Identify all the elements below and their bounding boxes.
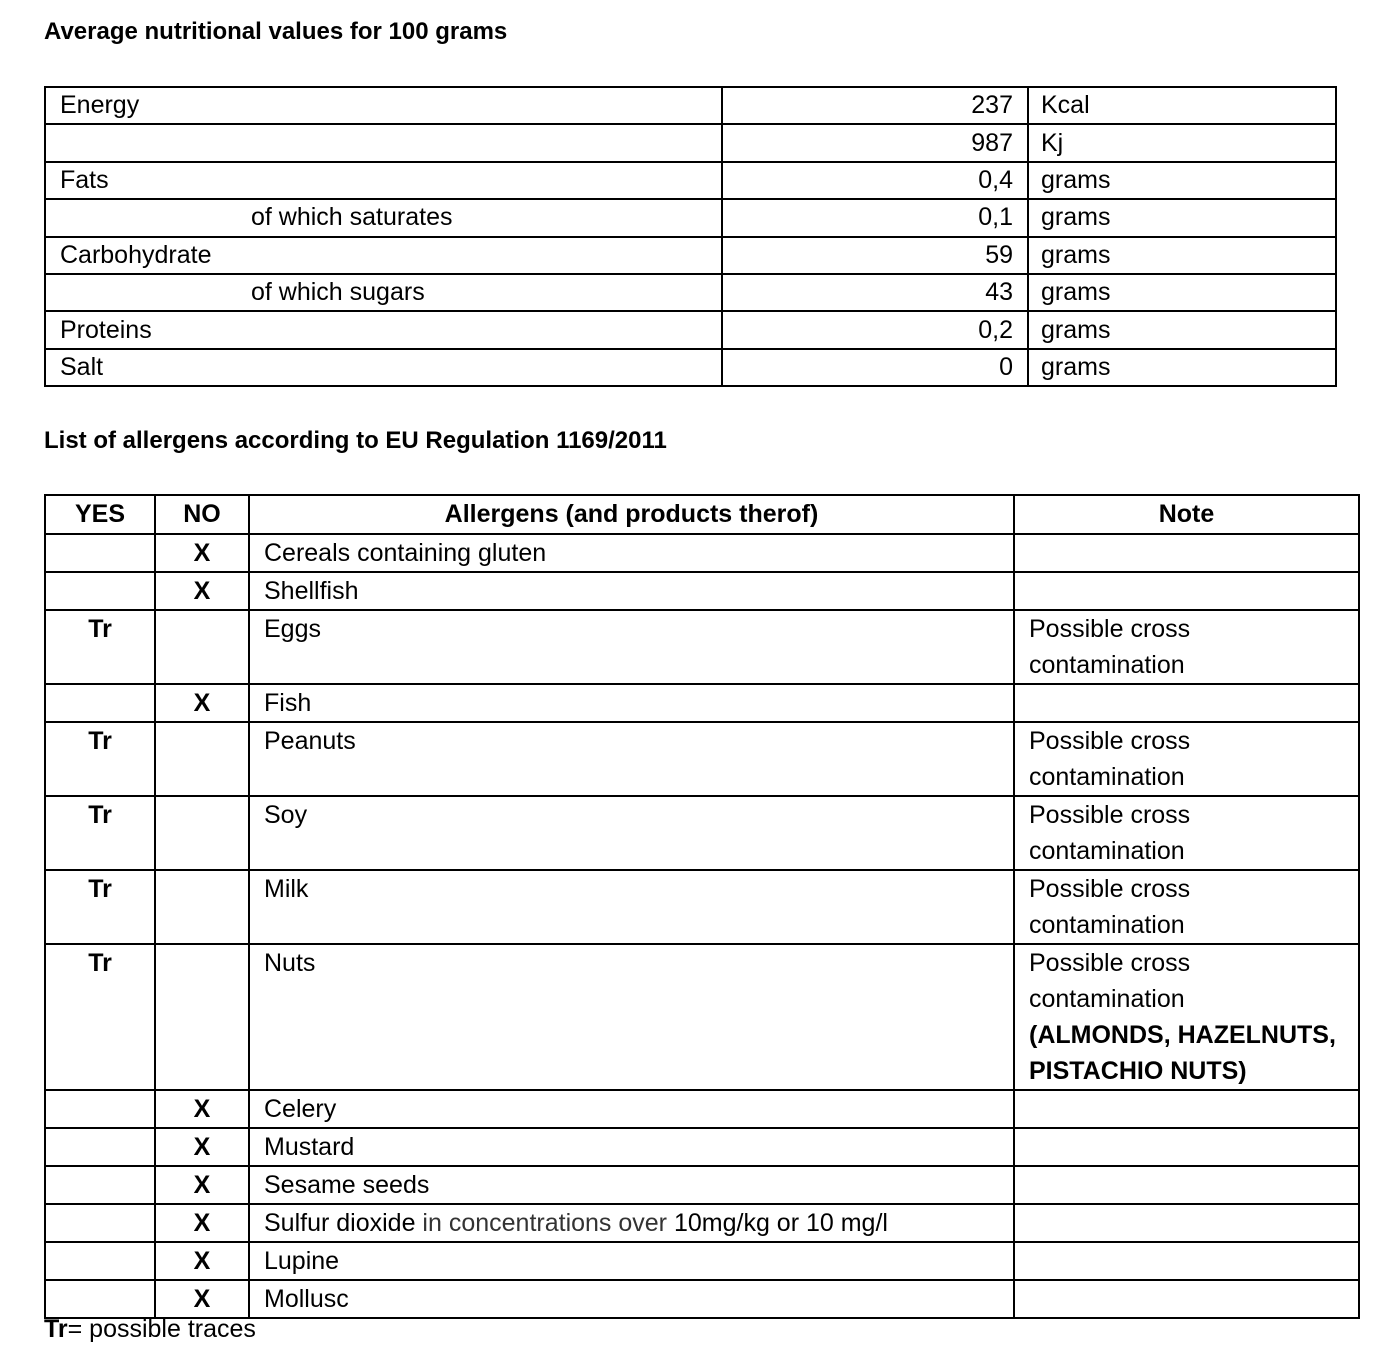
note-line: contamination <box>1029 763 1185 791</box>
nutrition-row <box>45 162 1336 199</box>
allergen-name-text: Cereals containing gluten <box>264 539 547 567</box>
allergen-note <box>1014 1166 1359 1204</box>
allergen-name-text: Mustard <box>264 1133 355 1161</box>
table-row <box>45 684 1359 722</box>
no-cell <box>155 870 249 944</box>
note-line: contamination <box>1029 837 1185 865</box>
allergen-name-text: Sulfur dioxide <box>264 1209 416 1237</box>
allergen-name <box>249 684 1014 722</box>
no-cell <box>155 722 249 796</box>
allergen-name <box>249 1090 1014 1128</box>
nutrient-value: 0,2 <box>722 311 1028 348</box>
allergen-note <box>1014 944 1359 1090</box>
nutrient-value: 987 <box>722 124 1028 161</box>
allergen-name-text: Lupine <box>264 1247 340 1275</box>
legend-term: Tr <box>44 1315 68 1343</box>
yes-cell: Tr <box>45 870 155 944</box>
allergen-name-text: Celery <box>264 1095 337 1123</box>
no-cell: X <box>155 1166 249 1204</box>
note-line: Possible cross <box>1029 801 1191 829</box>
note-line: contamination <box>1029 651 1185 679</box>
allergen-name <box>249 796 1014 870</box>
allergen-note <box>1014 1128 1359 1166</box>
no-cell: X <box>155 572 249 610</box>
note-line: Possible cross <box>1029 615 1191 643</box>
allergen-name-text: Milk <box>264 875 309 903</box>
yes-cell: Tr <box>45 944 155 1090</box>
yes-cell <box>45 684 155 722</box>
note-line: Possible cross <box>1029 727 1191 755</box>
yes-cell <box>45 1280 155 1318</box>
allergen-note <box>1014 1090 1359 1128</box>
nutrient-unit: grams <box>1028 199 1336 236</box>
allergen-name-text: Soy <box>264 801 308 829</box>
table-row <box>45 572 1359 610</box>
allergen-name <box>249 1204 1014 1242</box>
no-cell: X <box>155 1242 249 1280</box>
allergen-note <box>1014 684 1359 722</box>
no-cell <box>155 610 249 684</box>
table-row <box>45 610 1359 684</box>
allergens-header-row <box>45 495 1359 534</box>
nutrient-value: 43 <box>722 274 1028 311</box>
column-header-yes: YES <box>45 495 155 534</box>
nutrition-row <box>45 124 1336 161</box>
footer-legend <box>44 1314 256 1344</box>
yes-cell <box>45 1204 155 1242</box>
allergen-name <box>249 1166 1014 1204</box>
nutrient-value: 0 <box>722 349 1028 386</box>
nutrient-unit: grams <box>1028 349 1336 386</box>
allergen-note <box>1014 722 1359 796</box>
nutrient-name: Proteins <box>45 311 722 348</box>
allergen-note <box>1014 534 1359 572</box>
note-line: Possible cross <box>1029 949 1191 977</box>
allergen-note <box>1014 572 1359 610</box>
nutrient-name: Carbohydrate <box>45 237 722 274</box>
note-line: contamination <box>1029 911 1185 939</box>
note-bold-line: (ALMONDS, HAZELNUTS, <box>1029 1021 1336 1049</box>
allergen-name-limit: 10mg/kg or 10 mg/l <box>673 1209 888 1237</box>
nutrition-heading: Average nutritional values for 100 grams <box>44 18 508 45</box>
allergen-name-text: Shellfish <box>264 577 359 605</box>
note-bold-line: PISTACHIO NUTS) <box>1029 1057 1247 1085</box>
allergen-note <box>1014 870 1359 944</box>
nutrient-name: of which saturates <box>45 199 722 236</box>
no-cell <box>155 796 249 870</box>
allergens-heading: List of allergens according to EU Regulation 1169/2011 <box>44 427 667 454</box>
nutrition-table <box>44 86 1337 387</box>
allergen-name <box>249 572 1014 610</box>
nutrient-unit: grams <box>1028 237 1336 274</box>
allergen-name <box>249 944 1014 1090</box>
yes-cell <box>45 572 155 610</box>
no-cell: X <box>155 534 249 572</box>
table-row <box>45 944 1359 1090</box>
nutrient-unit: grams <box>1028 274 1336 311</box>
nutrient-unit: grams <box>1028 162 1336 199</box>
allergen-note <box>1014 1242 1359 1280</box>
nutrient-value: 0,4 <box>722 162 1028 199</box>
table-row <box>45 534 1359 572</box>
nutrition-row <box>45 87 1336 124</box>
allergen-name-text: Fish <box>264 689 312 717</box>
nutrient-unit: Kcal <box>1028 87 1336 124</box>
table-row <box>45 722 1359 796</box>
nutrient-name: Energy <box>45 87 722 124</box>
nutrient-name: Salt <box>45 349 722 386</box>
allergen-name-text: Peanuts <box>264 727 356 755</box>
allergen-name <box>249 1280 1014 1318</box>
nutrition-row <box>45 274 1336 311</box>
yes-cell: Tr <box>45 722 155 796</box>
allergen-name-text: Sesame seeds <box>264 1171 430 1199</box>
allergen-name <box>249 610 1014 684</box>
no-cell: X <box>155 1280 249 1318</box>
allergen-note <box>1014 1204 1359 1242</box>
nutrient-unit: grams <box>1028 311 1336 348</box>
table-row <box>45 1242 1359 1280</box>
nutrient-name: of which sugars <box>45 274 722 311</box>
no-cell: X <box>155 684 249 722</box>
column-header-no: NO <box>155 495 249 534</box>
allergen-name <box>249 534 1014 572</box>
nutrient-name <box>45 124 722 161</box>
yes-cell <box>45 1242 155 1280</box>
yes-cell <box>45 1090 155 1128</box>
nutrition-row <box>45 311 1336 348</box>
table-row <box>45 1204 1359 1242</box>
allergen-name <box>249 1242 1014 1280</box>
yes-cell: Tr <box>45 610 155 684</box>
table-row <box>45 870 1359 944</box>
nutrition-row <box>45 237 1336 274</box>
note-line: Possible cross <box>1029 875 1191 903</box>
allergen-name-text: Eggs <box>264 615 321 643</box>
allergen-note <box>1014 610 1359 684</box>
allergen-note <box>1014 1280 1359 1318</box>
allergen-name <box>249 722 1014 796</box>
allergen-name <box>249 1128 1014 1166</box>
column-header-note: Note <box>1014 495 1359 534</box>
allergen-name-text: Mollusc <box>264 1285 349 1313</box>
table-row <box>45 1128 1359 1166</box>
no-cell: X <box>155 1128 249 1166</box>
table-row <box>45 1280 1359 1318</box>
allergen-name-text: Nuts <box>264 949 316 977</box>
table-row <box>45 1090 1359 1128</box>
allergen-name <box>249 870 1014 944</box>
yes-cell <box>45 534 155 572</box>
table-row <box>45 1166 1359 1204</box>
no-cell: X <box>155 1204 249 1242</box>
allergen-note <box>1014 796 1359 870</box>
nutrient-name: Fats <box>45 162 722 199</box>
nutrient-unit: Kj <box>1028 124 1336 161</box>
nutrition-row <box>45 199 1336 236</box>
legend-definition: = possible traces <box>67 1315 256 1343</box>
nutrient-value: 0,1 <box>722 199 1028 236</box>
note-line: contamination <box>1029 985 1185 1013</box>
table-row <box>45 796 1359 870</box>
column-header-allergen: Allergens (and products therof) <box>249 495 1014 534</box>
nutrient-value: 237 <box>722 87 1028 124</box>
allergen-name-qualifier: in concentrations over <box>415 1209 674 1237</box>
nutrient-value: 59 <box>722 237 1028 274</box>
no-cell: X <box>155 1090 249 1128</box>
yes-cell <box>45 1166 155 1204</box>
allergens-table <box>44 494 1360 1319</box>
yes-cell: Tr <box>45 796 155 870</box>
no-cell <box>155 944 249 1090</box>
yes-cell <box>45 1128 155 1166</box>
nutrition-row <box>45 349 1336 386</box>
